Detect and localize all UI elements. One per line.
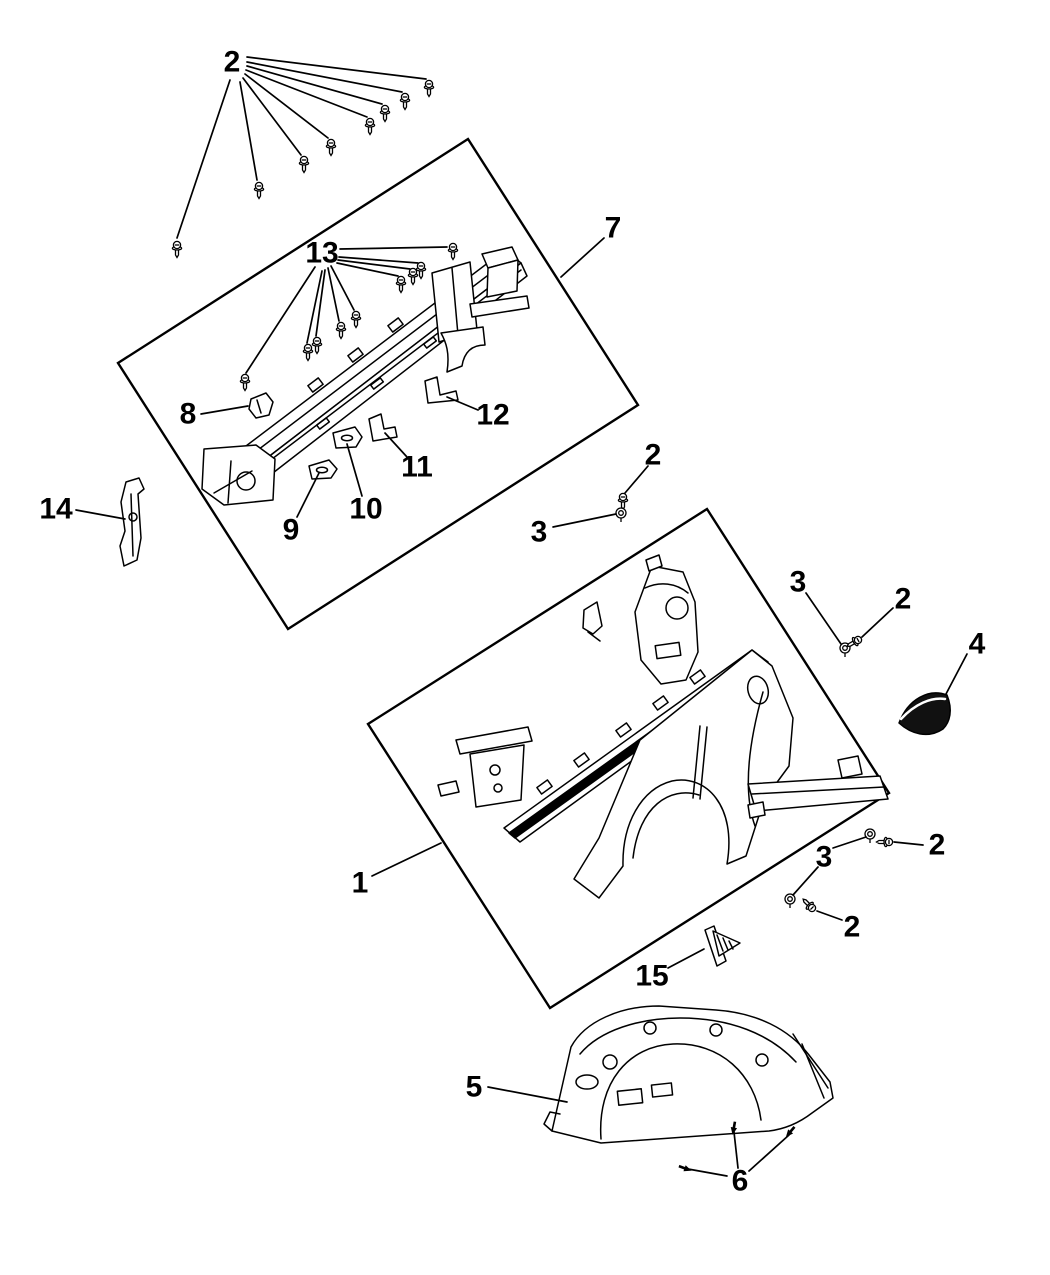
- screw-fastener: [800, 896, 818, 914]
- callout-label-2[interactable]: 2: [843, 910, 861, 944]
- callout-2-leader-line: [243, 78, 301, 155]
- callout-label-3[interactable]: 3: [530, 515, 548, 549]
- callout-6-leader-line: [734, 1132, 738, 1168]
- sill-bar-tab: [838, 756, 862, 778]
- screw-fastener: [424, 80, 433, 96]
- fender-rail-tab-3: [616, 723, 631, 737]
- screw-fastener: [172, 241, 181, 257]
- nut-fastener: [865, 829, 875, 843]
- callout-label-2[interactable]: 2: [644, 438, 662, 472]
- callout-label-6[interactable]: 6: [731, 1164, 749, 1198]
- callout-4-leader-line: [946, 654, 967, 694]
- fender-rail-tab-1: [537, 780, 552, 794]
- callout-label-3[interactable]: 3: [789, 565, 807, 599]
- callout-label-11[interactable]: 11: [401, 450, 433, 484]
- fender-arch-inner-line: [633, 793, 699, 858]
- callout-2-leader-line: [246, 70, 367, 117]
- callout-2-leader-line: [894, 842, 923, 845]
- nut-fastener: [616, 508, 626, 522]
- screw-fastener: [618, 493, 627, 509]
- screw-fastener: [351, 311, 360, 327]
- callout-12-leader-line: [447, 397, 478, 410]
- callout-5-leader-line: [488, 1087, 567, 1102]
- callout-label-14[interactable]: 14: [39, 492, 73, 526]
- callout-3-leader-line: [806, 593, 841, 644]
- screw-fastener: [240, 374, 249, 390]
- callout-13-leader-line: [246, 267, 315, 373]
- screw-fastener: [365, 118, 374, 134]
- callout-label-2[interactable]: 2: [223, 45, 241, 79]
- callout-label-12[interactable]: 12: [476, 398, 510, 432]
- sill-bar-foot: [748, 802, 765, 818]
- callout-1-leader-line: [372, 843, 441, 876]
- fender-rail-tab-5: [690, 670, 705, 684]
- callout-3-leader-line: [553, 514, 616, 527]
- nut-fastener: [785, 894, 795, 908]
- callout-label-4[interactable]: 4: [968, 627, 986, 661]
- fender-rail-tab-2: [574, 753, 589, 767]
- callout-7-leader-line: [561, 238, 604, 277]
- callout-3-leader-line: [793, 867, 818, 895]
- upper-rail-edge-line-2: [251, 270, 521, 475]
- screw-fastener: [299, 156, 308, 172]
- screw-fastener: [396, 276, 405, 292]
- screw-fastener: [448, 243, 457, 259]
- screw-fastener: [312, 337, 321, 353]
- callout-label-5[interactable]: 5: [465, 1070, 483, 1104]
- callout-label-15[interactable]: 15: [635, 959, 669, 993]
- callout-2-leader-line: [245, 74, 328, 138]
- callout-label-9[interactable]: 9: [282, 513, 300, 547]
- callout-label-10[interactable]: 10: [349, 492, 383, 526]
- part-8-bracket: [249, 393, 273, 418]
- fender-clip-plate: [438, 781, 459, 796]
- part-9-plate: [309, 460, 337, 479]
- screw-fastener: [303, 344, 312, 360]
- clip-fastener: [678, 1164, 691, 1173]
- fender-rail-tab-4: [653, 696, 668, 710]
- screw-fastener: [326, 139, 335, 155]
- callout-label-7[interactable]: 7: [604, 211, 622, 245]
- fender-rear-bracket-body: [470, 745, 524, 807]
- callout-13-leader-line: [340, 247, 447, 249]
- screw-fastener: [408, 268, 417, 284]
- wheel-liner-outline: [552, 1006, 833, 1143]
- cowl-mini-bracket: [583, 602, 602, 634]
- callout-label-2[interactable]: 2: [928, 828, 946, 862]
- screw-fastener: [336, 322, 345, 338]
- callout-2-leader-line: [862, 608, 893, 637]
- upper-rail-fork: [441, 327, 485, 372]
- screw-fastener: [380, 105, 389, 121]
- callout-9-leader-line: [297, 473, 319, 517]
- callout-6-leader-line: [749, 1135, 789, 1171]
- callout-label-2[interactable]: 2: [894, 582, 912, 616]
- callout-13-leader-line: [337, 263, 398, 276]
- callout-15-leader-line: [668, 949, 704, 968]
- callout-8-leader-line: [201, 406, 248, 414]
- screw-fastener: [254, 182, 263, 198]
- callout-2-leader-line: [817, 911, 842, 920]
- callout-14-leader-line: [76, 510, 125, 519]
- callout-13-leader-line: [331, 266, 354, 310]
- callout-2-leader-line: [240, 82, 257, 180]
- callout-6-leader-line: [688, 1169, 727, 1176]
- callout-label-3[interactable]: 3: [815, 840, 833, 874]
- callout-2-leader-line: [177, 80, 230, 238]
- screw-fastener: [400, 93, 409, 109]
- callout-label-8[interactable]: 8: [179, 397, 197, 431]
- callout-10-leader-line: [347, 444, 362, 496]
- part-11-bracket: [369, 414, 397, 441]
- callout-3-leader-line: [833, 837, 866, 848]
- screw-fastener: [877, 837, 893, 846]
- callout-label-13[interactable]: 13: [305, 236, 339, 270]
- callout-label-1[interactable]: 1: [351, 866, 369, 900]
- callout-13-leader-line: [328, 268, 339, 321]
